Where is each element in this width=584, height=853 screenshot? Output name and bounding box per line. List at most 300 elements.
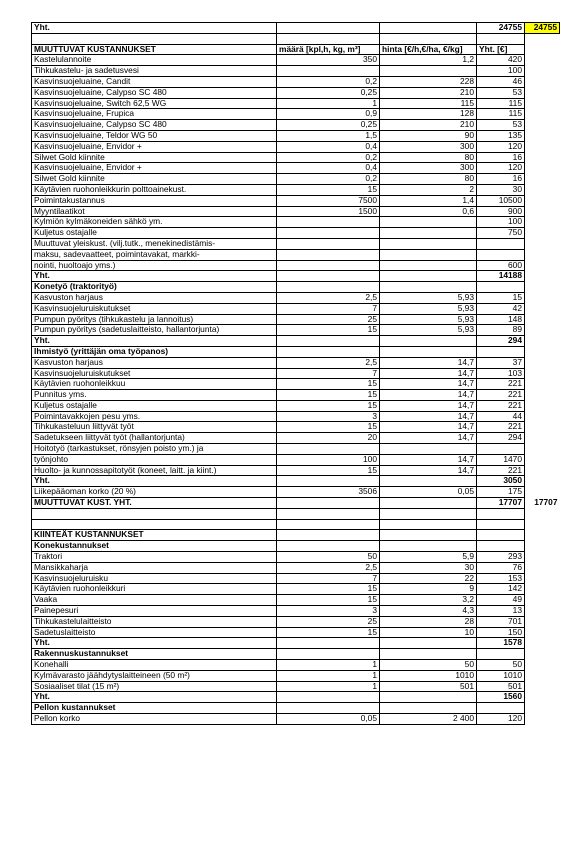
table-row [32, 228, 560, 239]
table-cell-c4: 175 [477, 487, 525, 498]
table-cell-c4: 3050 [477, 476, 525, 487]
table-row [32, 87, 560, 98]
table-cell-c2 [277, 476, 380, 487]
table-cell-c5 [525, 552, 560, 563]
table-cell-c2 [277, 444, 380, 455]
table-cell-c2: 15 [277, 379, 380, 390]
table-cell-c4: 100 [477, 217, 525, 228]
table-cell-c5 [525, 411, 560, 422]
table-cell-c5 [525, 714, 560, 725]
table-row [32, 649, 560, 660]
table-cell-c5 [525, 519, 560, 530]
table-cell-c4: 148 [477, 314, 525, 325]
table-cell-c3: 0,6 [380, 206, 477, 217]
table-cell-c4: 100 [477, 66, 525, 77]
table-cell-c2: 15 [277, 627, 380, 638]
table-cell-c4: 120 [477, 141, 525, 152]
table-cell-c4 [477, 282, 525, 293]
table-cell-c4: 501 [477, 681, 525, 692]
table-cell-c4 [477, 238, 525, 249]
table-cell-c3 [380, 638, 477, 649]
table-row [32, 271, 560, 282]
table-row [32, 368, 560, 379]
table-row [32, 292, 560, 303]
table-cell-c1: Kasvinsuojeluruiskutukset [32, 368, 277, 379]
table-row [32, 130, 560, 141]
table-cell-c1: Käytävien ruohonleikkuri [32, 584, 277, 595]
table-cell-c1: Pumpun pyöritys (sadetuslaitteisto, hallantorjunta) [32, 325, 277, 336]
table-cell-c1: Kasvinsuojeluruisku [32, 573, 277, 584]
table-cell-c1: Tihkukastelulaitteisto [32, 616, 277, 627]
table-cell-c2: 7500 [277, 195, 380, 206]
table-cell-c4: 13 [477, 606, 525, 617]
table-row [32, 541, 560, 552]
table-cell-c4: 49 [477, 595, 525, 606]
table-cell-c5 [525, 98, 560, 109]
table-cell-c3: 0,05 [380, 487, 477, 498]
table-cell-c2: 15 [277, 584, 380, 595]
table-cell-c5 [525, 87, 560, 98]
table-cell-c4: 24755 [477, 23, 525, 34]
table-cell-c4 [477, 530, 525, 541]
table-cell-c2: 3 [277, 606, 380, 617]
table-row [32, 573, 560, 584]
table-cell-c5 [525, 346, 560, 357]
table-cell-c3 [380, 498, 477, 509]
table-cell-c4: 221 [477, 400, 525, 411]
table-cell-c1: Huolto- ja kunnossapitotyöt (koneet, laitt. ja kiint.) [32, 465, 277, 476]
table-row [32, 152, 560, 163]
table-row [32, 584, 560, 595]
table-cell-c2: 0,4 [277, 141, 380, 152]
cost-table-body [32, 23, 560, 725]
table-cell-c5 [525, 292, 560, 303]
table-cell-c4: 900 [477, 206, 525, 217]
table-cell-c5 [525, 228, 560, 239]
table-cell-c1: Konehalli [32, 660, 277, 671]
table-cell-c2: 7 [277, 303, 380, 314]
table-cell-c5: 24755 [525, 23, 560, 34]
table-cell-c1 [32, 33, 277, 44]
table-cell-c1: Poimintakustannus [32, 195, 277, 206]
table-cell-c3: 115 [380, 98, 477, 109]
table-cell-c3: 228 [380, 76, 477, 87]
table-cell-c4: 294 [477, 433, 525, 444]
table-cell-c1: Yht. [32, 638, 277, 649]
table-cell-c1: Sadetukseen liittyvät työt (hallantorjunta) [32, 433, 277, 444]
table-cell-c4: 221 [477, 465, 525, 476]
table-cell-c5 [525, 33, 560, 44]
table-cell-c2 [277, 217, 380, 228]
table-row [32, 184, 560, 195]
table-cell-c2 [277, 346, 380, 357]
table-row [32, 98, 560, 109]
table-cell-c5 [525, 379, 560, 390]
table-cell-c3: 128 [380, 109, 477, 120]
table-cell-c5 [525, 638, 560, 649]
table-cell-c1: Kasvinsuojeluaine, Envidor + [32, 141, 277, 152]
table-cell-c3: 2 400 [380, 714, 477, 725]
table-row [32, 163, 560, 174]
table-row [32, 379, 560, 390]
table-cell-c1: KIINTEÄT KUSTANNUKSET [32, 530, 277, 541]
table-row [32, 670, 560, 681]
table-cell-c4: 1560 [477, 692, 525, 703]
table-cell-c3: 10 [380, 627, 477, 638]
table-row [32, 606, 560, 617]
table-row [32, 174, 560, 185]
table-cell-c2 [277, 23, 380, 34]
table-cell-c1: Yht. [32, 23, 277, 34]
table-cell-c4: 221 [477, 379, 525, 390]
table-cell-c2 [277, 238, 380, 249]
table-cell-c1: Kasvuston harjaus [32, 357, 277, 368]
table-cell-c3 [380, 23, 477, 34]
table-cell-c1: Liikepääoman korko (20 %) [32, 487, 277, 498]
table-cell-c4: 46 [477, 76, 525, 87]
table-cell-c2 [277, 260, 380, 271]
table-cell-c3: 80 [380, 174, 477, 185]
table-row [32, 336, 560, 347]
table-cell-c2 [277, 703, 380, 714]
table-cell-c5 [525, 271, 560, 282]
table-cell-c3: 28 [380, 616, 477, 627]
table-cell-c2 [277, 249, 380, 260]
table-cell-c5 [525, 66, 560, 77]
table-row [32, 681, 560, 692]
table-cell-c4: 600 [477, 260, 525, 271]
table-cell-c3: 50 [380, 660, 477, 671]
table-cell-c2: 15 [277, 465, 380, 476]
table-cell-c3: 1,4 [380, 195, 477, 206]
table-row [32, 66, 560, 77]
table-cell-c4 [477, 33, 525, 44]
table-cell-c4: 150 [477, 627, 525, 638]
table-cell-c3 [380, 476, 477, 487]
table-cell-c1: Käytävien ruohonleikkuu [32, 379, 277, 390]
table-cell-c4: 14188 [477, 271, 525, 282]
table-cell-c3: 5,93 [380, 292, 477, 303]
table-cell-c1: Traktori [32, 552, 277, 563]
table-cell-c5 [525, 627, 560, 638]
table-cell-c2: 0,2 [277, 152, 380, 163]
table-cell-c2: 25 [277, 616, 380, 627]
table-cell-c3: 90 [380, 130, 477, 141]
table-cell-c4: 44 [477, 411, 525, 422]
table-cell-c2 [277, 33, 380, 44]
table-row [32, 141, 560, 152]
table-cell-c2: 350 [277, 55, 380, 66]
table-row [32, 562, 560, 573]
table-cell-c5 [525, 681, 560, 692]
table-cell-c1: Kasvinsuojeluaine, Envidor + [32, 163, 277, 174]
table-cell-c4 [477, 249, 525, 260]
table-cell-c3: 210 [380, 87, 477, 98]
table-cell-c3 [380, 282, 477, 293]
table-cell-c3: 3,2 [380, 595, 477, 606]
table-cell-c1: Kastelulannoite [32, 55, 277, 66]
table-row [32, 206, 560, 217]
table-cell-c4: 120 [477, 714, 525, 725]
table-cell-c1: Sadetuslaitteisto [32, 627, 277, 638]
table-cell-c5 [525, 260, 560, 271]
table-cell-c4: 221 [477, 422, 525, 433]
table-row [32, 249, 560, 260]
table-cell-c1: Kuljetus ostajalle [32, 228, 277, 239]
table-cell-c3 [380, 444, 477, 455]
table-row [32, 498, 560, 509]
table-cell-c2 [277, 271, 380, 282]
table-cell-c3: 210 [380, 120, 477, 131]
table-cell-c2 [277, 66, 380, 77]
table-row [32, 260, 560, 271]
table-cell-c1: Kasvinsuojeluaine, Calypso SC 480 [32, 87, 277, 98]
table-cell-c1: Konekustannukset [32, 541, 277, 552]
table-cell-c2: 15 [277, 400, 380, 411]
table-cell-c3: 9 [380, 584, 477, 595]
table-cell-c4 [477, 444, 525, 455]
table-row [32, 217, 560, 228]
table-cell-c2: 7 [277, 573, 380, 584]
table-cell-c4: 221 [477, 390, 525, 401]
table-cell-c2: 15 [277, 184, 380, 195]
table-cell-c2 [277, 519, 380, 530]
table-row [32, 433, 560, 444]
table-cell-c1: Silwet Gold kiinnite [32, 174, 277, 185]
table-cell-c3 [380, 271, 477, 282]
table-cell-c2: 1 [277, 98, 380, 109]
table-cell-c2: 0,25 [277, 87, 380, 98]
table-cell-c5 [525, 606, 560, 617]
table-cell-c2: 15 [277, 422, 380, 433]
table-cell-c4: 1578 [477, 638, 525, 649]
table-cell-c3 [380, 249, 477, 260]
table-row [32, 627, 560, 638]
table-cell-c2: 0,2 [277, 76, 380, 87]
table-cell-c5 [525, 454, 560, 465]
table-cell-c4: 76 [477, 562, 525, 573]
table-cell-c5: 17707 [534, 497, 558, 508]
table-cell-c5 [525, 130, 560, 141]
table-row [32, 616, 560, 627]
table-cell-c5 [525, 476, 560, 487]
table-cell-c5 [525, 184, 560, 195]
table-cell-c1: Sosiaaliset tilat (15 m²) [32, 681, 277, 692]
table-cell-c1: Pumpun pyöritys (tihkukastelu ja lannoitus) [32, 314, 277, 325]
table-row [32, 422, 560, 433]
table-row [32, 76, 560, 87]
table-cell-c4: 16 [477, 152, 525, 163]
table-cell-c2 [277, 692, 380, 703]
table-cell-c3 [380, 692, 477, 703]
table-cell-c3: 5,93 [380, 325, 477, 336]
table-row [32, 55, 560, 66]
table-cell-c1: Kylmävarasto jäähdytyslaitteineen (50 m²) [32, 670, 277, 681]
table-cell-c5 [525, 465, 560, 476]
table-cell-c1: Kasvinsuojeluaine, Calypso SC 480 [32, 120, 277, 131]
table-cell-c1: Vaaka [32, 595, 277, 606]
table-cell-c4 [477, 541, 525, 552]
table-cell-c1: maksu, sadevaatteet, poimintavakat, markki- [32, 249, 277, 260]
table-cell-c2: 1500 [277, 206, 380, 217]
table-cell-c1: Kasvinsuojeluaine, Teldor WG 50 [32, 130, 277, 141]
table-cell-c5 [525, 336, 560, 347]
table-cell-c5 [525, 508, 560, 519]
table-cell-c3: 501 [380, 681, 477, 692]
table-row [32, 465, 560, 476]
table-cell-c1: Kasvinsuojeluaine, Frupica [32, 109, 277, 120]
table-cell-c3: 5,93 [380, 314, 477, 325]
table-cell-c4: 16 [477, 174, 525, 185]
table-row [32, 530, 560, 541]
table-cell-c4: 142 [477, 584, 525, 595]
table-cell-c1: Pellon kustannukset [32, 703, 277, 714]
table-cell-c4: 42 [477, 303, 525, 314]
table-cell-c2: 1,5 [277, 130, 380, 141]
table-row [32, 238, 560, 249]
table-cell-c3: 80 [380, 152, 477, 163]
table-cell-c3: 14,7 [380, 465, 477, 476]
table-cell-c5 [525, 357, 560, 368]
table-cell-c2 [277, 498, 380, 509]
table-cell-c1: Yht. [32, 271, 277, 282]
table-cell-c3: 5,93 [380, 303, 477, 314]
table-cell-c1: Poimintavakkojen pesu yms. [32, 411, 277, 422]
table-cell-c5 [525, 400, 560, 411]
table-row [32, 346, 560, 357]
table-cell-c5 [525, 562, 560, 573]
table-cell-c5 [525, 249, 560, 260]
table-cell-c2: 15 [277, 325, 380, 336]
table-cell-c5 [525, 595, 560, 606]
table-cell-c5 [525, 530, 560, 541]
table-cell-c2: määrä [kpl,h, kg, m³] [277, 44, 380, 55]
table-cell-c1: nointi, huoltoajo yms.) [32, 260, 277, 271]
table-cell-c4 [477, 703, 525, 714]
table-cell-c3: 30 [380, 562, 477, 573]
table-cell-c3 [380, 66, 477, 77]
table-cell-c2: 15 [277, 390, 380, 401]
table-row [32, 400, 560, 411]
table-cell-c3: 14,7 [380, 454, 477, 465]
table-cell-c3: 14,7 [380, 368, 477, 379]
table-cell-c5 [525, 422, 560, 433]
table-cell-c5 [525, 76, 560, 87]
table-cell-c5 [525, 692, 560, 703]
table-row [32, 411, 560, 422]
table-cell-c5 [525, 433, 560, 444]
table-cell-c4: 10500 [477, 195, 525, 206]
table-cell-c2: 3506 [277, 487, 380, 498]
table-cell-c3: 14,7 [380, 357, 477, 368]
table-cell-c3 [380, 519, 477, 530]
table-cell-c3: 14,7 [380, 390, 477, 401]
table-cell-c1: Kylmiön kylmäkoneiden sähkö ym. [32, 217, 277, 228]
table-cell-c3 [380, 336, 477, 347]
table-cell-c3: 14,7 [380, 411, 477, 422]
table-cell-c5 [525, 487, 560, 498]
table-cell-c4: 153 [477, 573, 525, 584]
table-cell-c4: 115 [477, 109, 525, 120]
table-cell-c4 [477, 519, 525, 530]
table-cell-c1: Tihkukasteluun liittyvät työt [32, 422, 277, 433]
table-cell-c5 [525, 282, 560, 293]
table-cell-c5 [525, 368, 560, 379]
table-cell-c2: 1 [277, 681, 380, 692]
table-row [32, 595, 560, 606]
table-cell-c2 [277, 541, 380, 552]
table-cell-c1: Hoitotyö (tarkastukset, rönsyjen poisto ym.) ja [32, 444, 277, 455]
table-row [32, 44, 560, 55]
table-row [32, 282, 560, 293]
table-cell-c4: 115 [477, 98, 525, 109]
table-cell-c4: 1470 [477, 454, 525, 465]
table-cell-c5 [525, 238, 560, 249]
table-cell-c2: 0,25 [277, 120, 380, 131]
table-cell-c2: 3 [277, 411, 380, 422]
table-cell-c1: Myyntilaatikot [32, 206, 277, 217]
table-cell-c1: Konetyö (traktorityö) [32, 282, 277, 293]
table-cell-c4: 701 [477, 616, 525, 627]
table-row [32, 120, 560, 131]
table-cell-c1: MUUTTUVAT KUST. YHT. [32, 498, 277, 509]
table-cell-c2: 20 [277, 433, 380, 444]
table-cell-c5 [525, 195, 560, 206]
table-cell-c3: 300 [380, 141, 477, 152]
table-cell-c5 [525, 55, 560, 66]
table-cell-c2: 2,5 [277, 292, 380, 303]
table-cell-c2: 15 [277, 595, 380, 606]
table-cell-c2: 0,9 [277, 109, 380, 120]
table-cell-c1: Punnitus yms. [32, 390, 277, 401]
table-cell-c5 [525, 616, 560, 627]
table-cell-c2 [277, 508, 380, 519]
table-cell-c4: 53 [477, 120, 525, 131]
table-cell-c1: Kasvinsuojeluruiskutukset [32, 303, 277, 314]
table-cell-c3: 14,7 [380, 400, 477, 411]
table-cell-c3: 14,7 [380, 422, 477, 433]
table-cell-c5 [525, 660, 560, 671]
table-cell-c4: 135 [477, 130, 525, 141]
table-cell-c5 [525, 444, 560, 455]
table-cell-c1: Silwet Gold kiinnite [32, 152, 277, 163]
table-cell-c3 [380, 238, 477, 249]
table-cell-c5 [525, 206, 560, 217]
table-cell-c3 [380, 228, 477, 239]
table-row [32, 714, 560, 725]
table-cell-c3 [380, 346, 477, 357]
table-cell-c2 [277, 228, 380, 239]
table-row [32, 325, 560, 336]
table-cell-c2: 100 [277, 454, 380, 465]
table-cell-c1 [32, 519, 277, 530]
table-cell-c5 [525, 541, 560, 552]
table-cell-c2 [277, 530, 380, 541]
table-cell-c3 [380, 703, 477, 714]
table-cell-c3: 14,7 [380, 433, 477, 444]
table-cell-c3 [380, 217, 477, 228]
table-cell-c1: Mansikkaharja [32, 562, 277, 573]
table-cell-c5 [525, 314, 560, 325]
table-cell-c4: 17707 [477, 498, 525, 509]
table-cell-c4: 50 [477, 660, 525, 671]
table-cell-c5 [525, 141, 560, 152]
table-cell-c4: 294 [477, 336, 525, 347]
table-cell-c3 [380, 508, 477, 519]
table-cell-c2: 0,4 [277, 163, 380, 174]
table-cell-c3 [380, 649, 477, 660]
table-row [32, 487, 560, 498]
